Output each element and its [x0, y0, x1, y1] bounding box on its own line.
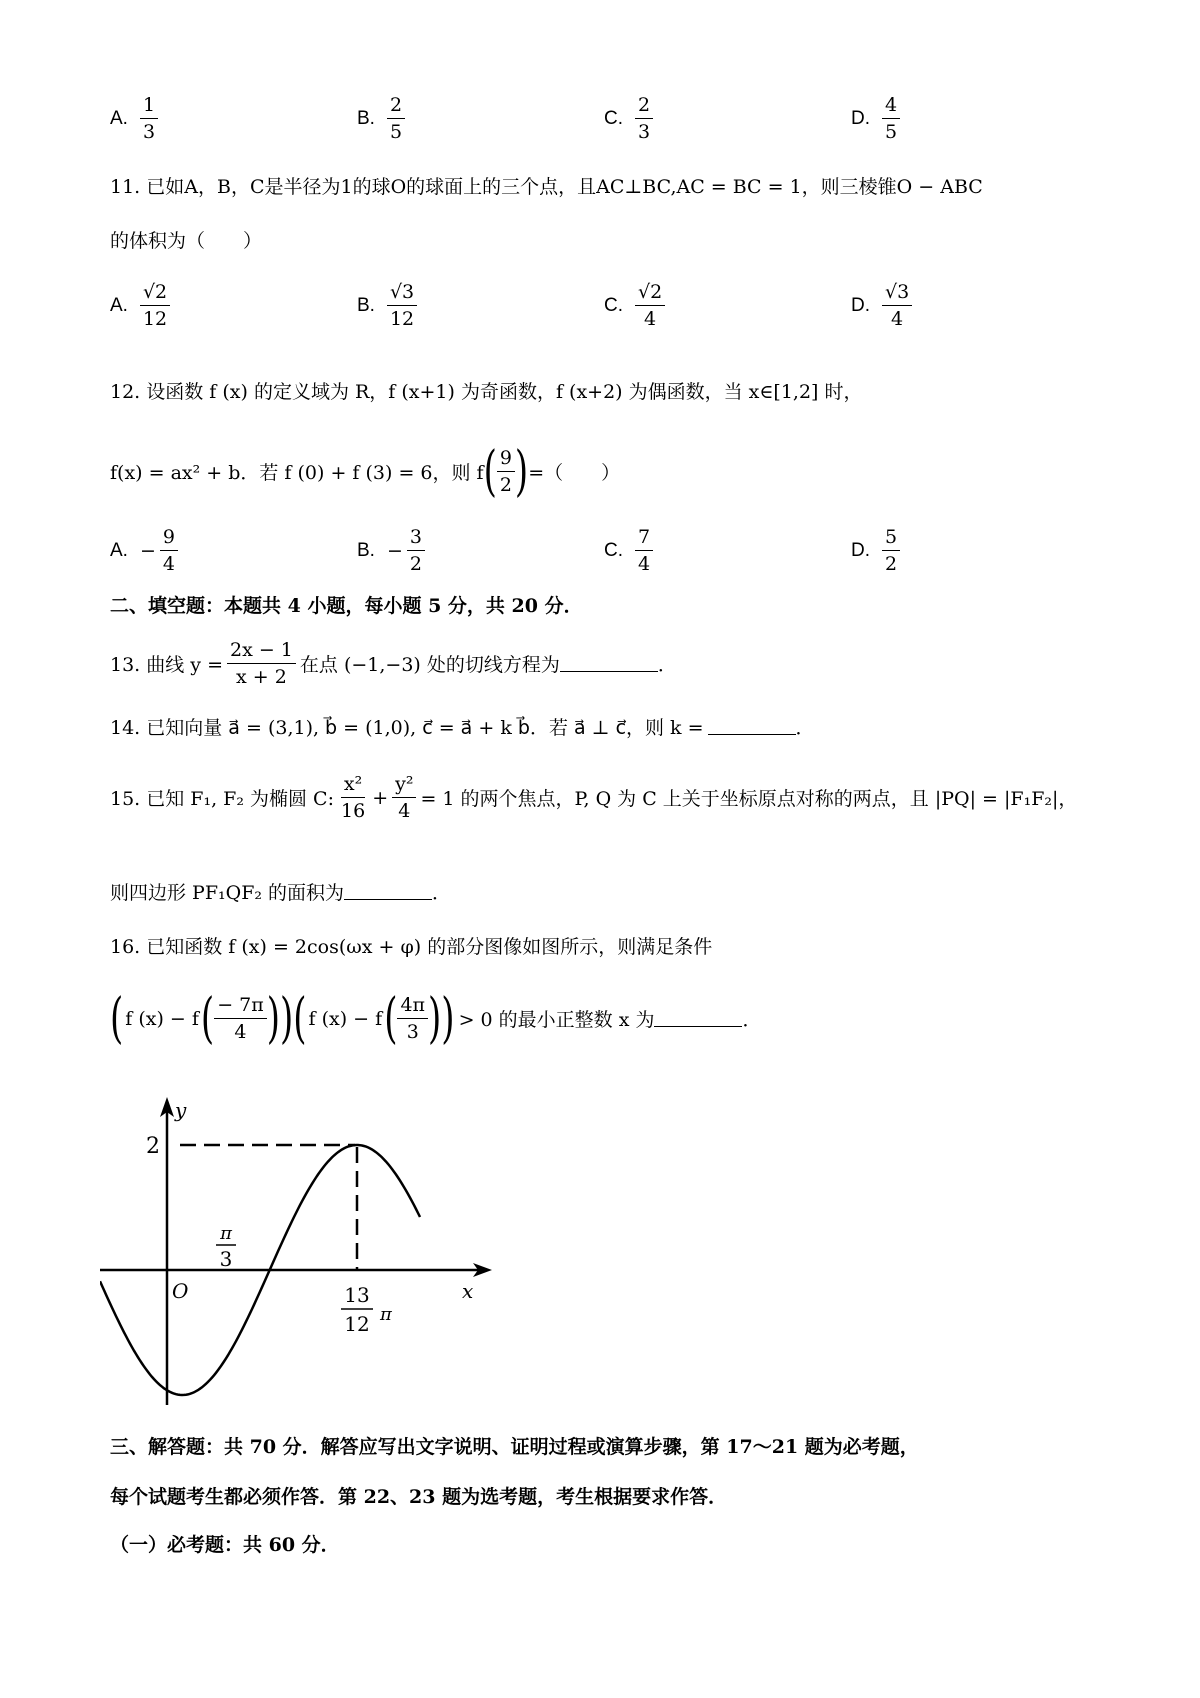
- q10-option-b: [357, 95, 405, 143]
- q12-line2-text: f(x) = ax² + b．若 f (0) + f (3) = 6，则 f: [110, 462, 484, 485]
- option-label: C.: [604, 107, 623, 129]
- q12-option-d: [851, 527, 900, 575]
- denominator: 2: [409, 552, 422, 575]
- numerator: x²: [341, 774, 365, 798]
- q13-post: 在点 (−1,−3) 处的切线方程为: [299, 654, 560, 677]
- y-axis-label: y: [175, 1098, 187, 1122]
- q14-end: ．: [795, 717, 815, 739]
- option-label: C.: [604, 539, 623, 561]
- denominator: 4: [638, 552, 651, 575]
- origin-label: O: [172, 1279, 189, 1303]
- option-label: B.: [357, 107, 375, 129]
- x-label1-den: 3: [219, 1247, 233, 1271]
- denominator: 5: [389, 120, 403, 143]
- denominator: 4: [234, 1020, 247, 1043]
- q16-post: > 0 的最小正整数 x 为: [458, 1009, 655, 1032]
- option-label: D.: [851, 539, 870, 561]
- q11-option-b: [357, 282, 417, 330]
- option-sign: −: [139, 539, 156, 562]
- left-paren: (: [200, 986, 215, 1051]
- answer-blank[interactable]: [708, 718, 796, 735]
- q15-stem-line1: [110, 774, 1077, 822]
- option-label: C.: [604, 294, 623, 316]
- section3-line1: 三、解答题：共 70 分．解答应写出文字说明、证明过程或演算步骤，第 17～21 题为必考题，: [110, 1436, 919, 1458]
- q11-option-d: [851, 282, 912, 330]
- x-label2-den: 12: [344, 1312, 370, 1336]
- denominator: 3: [142, 120, 156, 143]
- numerator: 4: [882, 95, 900, 119]
- option-label: A.: [110, 539, 128, 561]
- answer-blank[interactable]: [654, 1010, 742, 1027]
- option-label: B.: [357, 294, 375, 316]
- q13-pre: 13. 曲线 y =: [110, 654, 223, 677]
- left-paren: (: [384, 986, 398, 1051]
- q12-line2-end: =（ ）: [528, 462, 621, 485]
- denominator: 12: [389, 307, 415, 330]
- right-paren: ): [280, 986, 294, 1051]
- q10-option-d: [851, 95, 900, 143]
- plus-sign: +: [372, 786, 389, 809]
- numerator: 5: [882, 527, 900, 551]
- numerator: − 7π: [214, 995, 267, 1019]
- numerator: 1: [140, 95, 158, 119]
- denominator: 4: [162, 552, 175, 575]
- denominator: 2: [499, 473, 512, 496]
- q12-stem-line2: [110, 439, 621, 504]
- numerator: 7: [635, 527, 653, 551]
- q15-line2: 则四边形 PF₁QF₂ 的面积为: [110, 882, 345, 904]
- left-paren: (: [110, 986, 124, 1051]
- q15-pre: 15. 已知 F₁, F₂ 为椭圆 C:: [110, 788, 334, 811]
- q13-stem: [110, 640, 677, 688]
- numerator: √2: [140, 282, 170, 306]
- left-paren: (: [483, 439, 497, 504]
- numerator: √2: [635, 282, 665, 306]
- denominator: 4: [891, 307, 904, 330]
- q10-option-a: [110, 95, 158, 143]
- right-paren: ): [514, 439, 529, 504]
- option-label: B.: [357, 539, 375, 561]
- numerator: 2: [387, 95, 405, 119]
- denominator: 16: [341, 799, 366, 822]
- q11-option-a: [110, 282, 170, 330]
- section2-heading: 二、填空题：本题共 4 小题，每小题 5 分，共 20 分．: [110, 595, 583, 617]
- cosine-graph: [100, 1085, 530, 1415]
- right-paren: ): [266, 986, 280, 1051]
- numerator: 9: [497, 448, 515, 472]
- q12-option-a: [110, 527, 178, 575]
- denominator: 3: [406, 1020, 419, 1043]
- section3-line2: 每个试题考生都必须作答．第 22、23 题为选考题，考生根据要求作答．: [110, 1486, 728, 1508]
- numerator: y²: [392, 774, 416, 798]
- numerator: 2: [635, 95, 653, 119]
- option-sign: −: [386, 539, 403, 562]
- q16-part-b: f (x) − f: [308, 1007, 383, 1030]
- option-label: A.: [110, 294, 128, 316]
- x-label2-num: 13: [344, 1283, 370, 1307]
- q13-end: ．: [657, 654, 677, 677]
- answer-blank[interactable]: [560, 655, 658, 672]
- q12-option-b: [357, 527, 425, 575]
- denominator: 5: [885, 120, 898, 143]
- denominator: 2: [885, 552, 898, 575]
- q16-end: ．: [742, 1009, 762, 1032]
- right-paren: ): [441, 986, 455, 1051]
- numerator: 9: [160, 527, 178, 551]
- q15-stem-line2: [110, 878, 451, 905]
- q16-stem-line2: [110, 986, 762, 1051]
- q16-stem-line1: 16. 已知函数 f (x) = 2cos(ωx + φ) 的部分图像如图所示，则满足条件: [110, 936, 713, 958]
- denominator: 4: [644, 307, 657, 330]
- answer-blank[interactable]: [344, 883, 432, 900]
- q11-stem-line2: 的体积为（ ）: [110, 230, 263, 252]
- x-label2-suffix: π: [380, 1304, 392, 1325]
- denominator: 12: [142, 307, 168, 330]
- q12-stem-line1: 12. 设函数 f (x) 的定义域为 R，f (x+1) 为奇函数，f (x+2) 为偶函数，当 x∈[1,2] 时，: [110, 381, 863, 403]
- option-label: D.: [851, 107, 870, 129]
- q16-part-a: f (x) − f: [125, 1007, 199, 1030]
- x-label1-num: π: [220, 1223, 232, 1244]
- q15-post: = 1 的两个焦点，P, Q 为 C 上关于坐标原点对称的两点，且 |PQ| = |F₁F₂|，: [420, 788, 1078, 811]
- right-paren: ): [428, 986, 442, 1051]
- q12-option-c: [604, 527, 653, 575]
- part1-heading: （一）必考题：共 60 分．: [110, 1534, 340, 1556]
- option-label: D.: [851, 294, 870, 316]
- denominator: 3: [638, 120, 651, 143]
- numerator: √3: [882, 282, 912, 306]
- q15-end: ．: [432, 882, 452, 904]
- q10-option-c: [604, 95, 653, 143]
- q14-stem: [110, 713, 815, 740]
- q11-option-c: [604, 282, 665, 330]
- denominator: 4: [398, 799, 411, 822]
- denominator: x + 2: [236, 665, 287, 688]
- option-label: A.: [110, 107, 128, 129]
- numerator: 4π: [397, 995, 428, 1019]
- numerator: 3: [407, 527, 425, 551]
- q11-stem-line1: 11. 已如A，B，C是半径为1的球O的球面上的三个点，且AC⊥BC,AC = BC = 1，则三棱锥O − ABC: [110, 176, 983, 198]
- y-tick-label: 2: [146, 1134, 160, 1159]
- numerator: 2x − 1: [227, 640, 296, 664]
- q14-text: 14. 已知向量 a⃗ = (3,1), b⃗ = (1,0), c⃗ = a⃗ + k b⃗．若 a⃗ ⊥ c⃗，则 k =: [110, 717, 704, 739]
- numerator: √3: [387, 282, 417, 306]
- x-axis-label: x: [462, 1279, 474, 1303]
- left-paren: (: [293, 986, 307, 1051]
